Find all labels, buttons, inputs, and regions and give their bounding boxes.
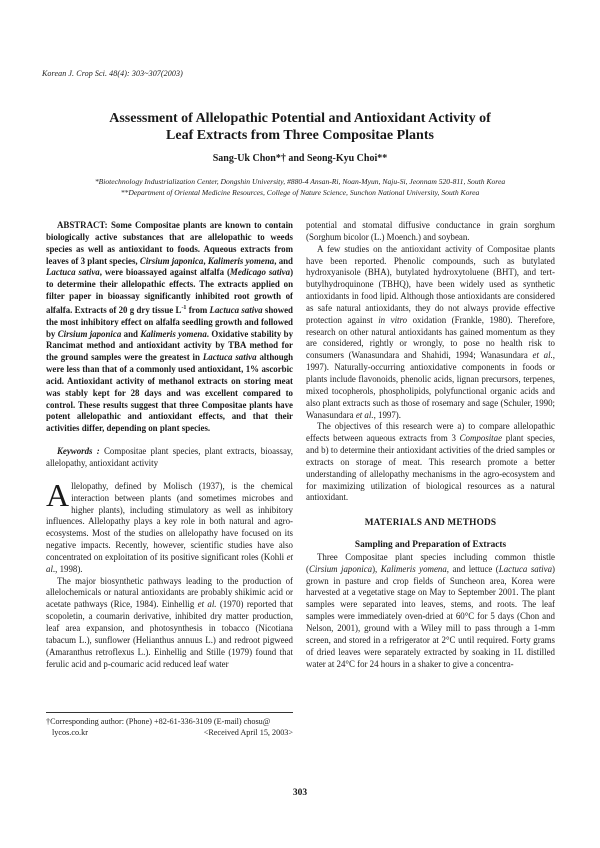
- keywords-label: Keywords :: [57, 446, 100, 457]
- species-name: Cirsium japonica: [139, 255, 204, 266]
- species-name: Lactuca sativa: [498, 563, 553, 574]
- keywords-text: Compositae plant species, plant extracts, bioassay, allelopathy, antioxidant activity: [46, 446, 293, 468]
- abstract: [46, 220, 293, 435]
- body-text: The objectives of this research were a) to compare allelopathic effects between aqueous extracts from 3: [306, 421, 555, 444]
- species-name: Cirsium japonica: [308, 563, 373, 574]
- section-heading-methods: MATERIALS AND METHODS: [364, 518, 497, 529]
- body-italic: et al.: [532, 350, 553, 361]
- body-text: A few studies on the antioxidant activity of Compositae plants have been reported. Phenolic compounds, such as butylated hydroxyanisole (BHA), butylated hydroxytoluene (BHT), and tert-butylhydroquinone (TBHQ), have been widely used as synthetic antioxidants in food lipid. Although those antioxidants are considered as safe natural antioxidants, they do not always provide effective protection against: [306, 243, 555, 325]
- paper-title: [40, 110, 560, 144]
- body-text: oxidation (Frankle, 1980). Therefore, research on other natural antioxidants has gained momentum as they are considered, rightly or wrongly, to pose no health risk to consumers (Wanasundara and Shahidi, 1994; Wanasundara: [306, 314, 555, 361]
- author-list: Sang-Uk Chon*† and Seong-Kyu Choi**: [212, 153, 388, 164]
- body-italic: Compositae: [459, 433, 503, 444]
- body-text: llelopathy, defined by Molisch (1937), is the chemical interaction between plants (and sometimes microbes and higher plants), including stimulatory as well as inhibitory influences. Allelopathy plays a key role in both natural and agro-ecosystems. Most of the studies on allelopathy have focused on its negative impacts. Recently, however, scientific studies have also concentrated on exploitation of its positive significant roles (Kohli: [46, 480, 293, 562]
- introduction: [46, 476, 294, 671]
- body-text: , 1997).: [373, 409, 401, 420]
- right-column: [306, 220, 555, 670]
- intro-paragraph-3: [306, 244, 555, 422]
- abstract-text: ABSTRACT: Some Compositae plants are known to contain biologically active substances that are allelopathic to weeds species as well as antioxidant to foods. Aqueous extracts from leaves of 3 plant species,: [46, 220, 293, 266]
- abstract-text: although were less than that of a commonly used antioxidant, 1% ascorbic acid. Antioxidant activity of methanol extracts on storing meat was stably kept for 28 days and was excellent compared to control. These results suggest that three Compositae plants have potent allelopathic and antioxidant effects, and that their activities differ, depending on plant species.: [46, 352, 294, 434]
- body-text: plant species, and b) to determine their antioxidant activities of the dried samples or extracts on storage of meat. This research promote a better understanding of allelopathy mechanisms in the agro-ecosystem and for maximizing utilization of biological resources as a natural antioxidant.: [306, 433, 556, 503]
- title-line-2: Leaf Extracts from Three Compositae Plants: [166, 128, 434, 143]
- intro-paragraph-1: [46, 476, 293, 576]
- body-text: ),: [372, 563, 381, 574]
- body-italic: et al: [46, 551, 293, 574]
- drop-cap: A: [46, 476, 70, 513]
- footnote-line-2: [46, 727, 293, 738]
- body-text: , 1997). Naturally-occurring antioxidative components in foods or plants include flavonoids, phenolic acids, lignan precursors, terpenes, mixed tocopherols, phospholipids, polyfunctional organic acids and also plant extracts such as those of rosemary and sage (Schuler, 1990; Wanasundara: [306, 350, 556, 420]
- body-italic: et al.: [355, 409, 374, 420]
- body-text: ) grown in pasture and crop fields of Suncheon area, Korea were harvested at a vegetative stage on May to September 2001. The plant samples were separated into leaves, stems, and roots. The leaf samples were immediately oven-dried at 60°C for 5 days (Chon and Nelson, 2001), ground with a Wiley mill to pass through a 1-mm screen, and stored in a refrigerator at 2°C until required. Forty grams of dried leaves were separately extracted by soaking in 1L distilled water at 24°C for 24 hours in a shaker to give a concentra-: [306, 563, 555, 669]
- body-italic: in vitro: [378, 314, 408, 325]
- intro-paragraph-4: [306, 421, 555, 504]
- subsection-heading-sampling: Sampling and Preparation of Extracts: [354, 540, 507, 551]
- body-italic: et al.: [197, 599, 217, 610]
- corresponding-author-footnote: [46, 712, 293, 738]
- species-name: Medicago sativa: [229, 267, 291, 278]
- body-text: ., 1998).: [52, 563, 83, 574]
- abstract-text: ) to determine their allelopathic effects. The extracts applied on filter paper in bioassay significantly inhibited root growth of alfalfa. Extracts of 20 g dry tissue L: [46, 267, 294, 315]
- left-column: [46, 220, 293, 670]
- species-name: Lactuca sativa: [202, 352, 257, 363]
- body-text: (1970) reported that scopoletin, a coumarin derivative, inhibited dry matter production, leaf area expansion, and photosynthesis in tobacco (Nicotiana tabacum L.), sunflower (Helianthus annuus L.) and redroot pigweed (Amaranthus retroflexus L.). Einhellig and Stille (1979) found that ferulic acid and p-coumaric acid reduced leaf water: [46, 599, 294, 669]
- species-name: Cirsium japonica: [57, 328, 122, 339]
- superscript: -1: [181, 304, 187, 311]
- abstract-text: . Oxidative stability by Rancimat method and antioxidant activity by TBA method for the ground samples were the greatest in: [46, 328, 294, 363]
- keywords: [46, 446, 293, 470]
- received-date: <Received April 15, 2003>: [203, 728, 293, 737]
- species-name: Kalimeris yomena: [380, 563, 447, 574]
- abstract-text: and: [121, 328, 141, 339]
- abstract-text: from: [186, 304, 210, 315]
- page-number: 303: [292, 788, 308, 798]
- abstract-text: showed the most inhibitory effect on alfalfa seedling growth and followed by: [46, 304, 293, 339]
- species-name: Kalimeris yomena: [140, 328, 207, 339]
- species-name: Kalimeris yomena: [207, 255, 275, 266]
- methods-paragraph-1: [306, 552, 555, 670]
- footnote-email-domain: lycos.co.kr: [52, 728, 88, 737]
- species-name: Lactuca sativa: [46, 267, 100, 278]
- affiliations: [30, 176, 570, 198]
- abstract-text: , and: [274, 255, 293, 266]
- intro-continuation: potential and stomatal diffusive conductance in grain sorghum (Sorghum bicolor (L.) Moench.) and soybean.: [306, 220, 555, 242]
- abstract-text: ,: [203, 255, 208, 266]
- species-name: Lactuca sativa: [209, 304, 263, 315]
- intro-paragraph-2: [46, 576, 293, 671]
- footnote-line-1: †Corresponding author: (Phone) +82-61-336-3109 (E-mail) chosu@: [46, 717, 271, 726]
- journal-citation: Korean J. Crop Sci. 48(4): 303~307(2003): [42, 69, 183, 78]
- affiliation-1: *Biotechnology Industrialization Center, Dongshin University, #880-4 Ansan-Ri, Noan-Myun, Naju-Si, Jeonnam 520-811, South Korea: [94, 177, 506, 186]
- body-text: , and lettuce (: [446, 563, 499, 574]
- body-text: The major biosynthetic pathways leading to the production of allelochemicals or natural antioxidants are probably shikimic acid or acetate pathways (Rice, 1984). Einhellig: [46, 575, 293, 610]
- body-text: Three Compositae plant species including common thistle (: [306, 551, 555, 574]
- abstract-text: , were bioassayed against alfalfa (: [99, 267, 230, 278]
- affiliation-2: **Department of Oriental Medicine Resources, College of Nature Science, Sunchon National University, South Korea: [120, 188, 480, 197]
- title-line-1: Assessment of Allelopathic Potential and Antioxidant Activity of: [109, 111, 491, 126]
